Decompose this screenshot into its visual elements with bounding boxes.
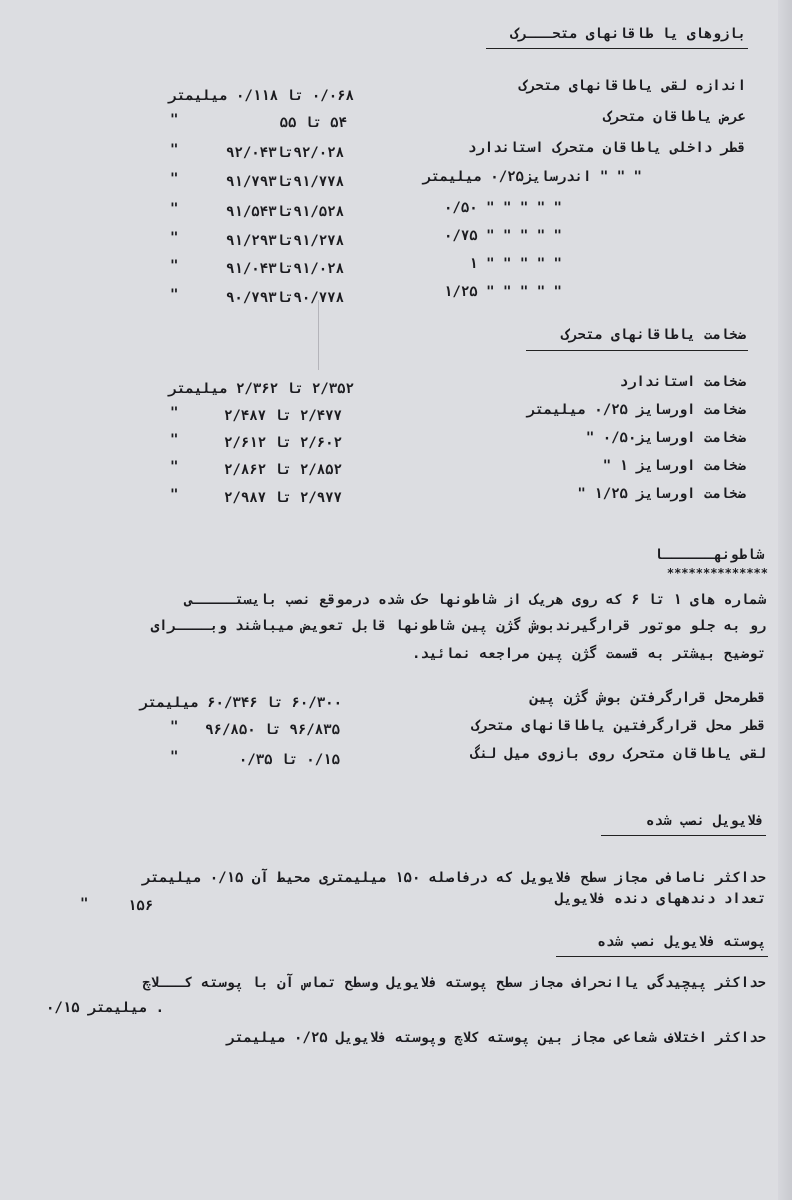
- section-heading-flywheel-housing: پوسته فلایویل نصب شده: [597, 934, 766, 950]
- spec-line: حداکثر ناصافی مجاز سطح فلایویل که درفاصله ۱۵۰ میلیمتری محیط آن ۰/۱۵ میلیمتر: [142, 870, 766, 886]
- row-value: ۹۶/۸۳۵ تا ۹۶/۸۵۰: [205, 722, 340, 738]
- row-label: " " " " " ۰/۷۵: [443, 228, 562, 244]
- ditto-mark: ": [170, 432, 179, 448]
- spec-line: حداکثر پیچیدگی یاانحراف مجاز سطح پوسته فلایویل وسطح تماس آن با پوسته کـــلاچ: [142, 975, 766, 991]
- spec-line: حداکثر اختلاف شعاعی مجاز بین پوسته کلاچ وپوسته فلایویل ۰/۲۵ میلیمتر: [226, 1030, 766, 1046]
- ditto-mark: ": [170, 201, 179, 217]
- row-label: قطر داخلی یاطاقان متحرک استاندارد: [467, 140, 746, 156]
- heading-stars-underline: **************: [666, 566, 768, 580]
- row-value: ۵۴ تا ۵۵: [279, 115, 347, 131]
- paragraph-line: شماره های ۱ تا ۶ که روی هریک از شاطونها حک شده درموقع نصب بایستـــــی: [184, 592, 766, 608]
- row-value: ۹۰/۷۷۸تا۹۰/۷۹۳: [225, 290, 344, 306]
- ditto-mark: ": [170, 719, 179, 735]
- row-label: لقی یاطاقان متحرک روی بازوی میل لنگ: [470, 746, 766, 762]
- row-label: عرض یاطاقان متحرک: [602, 109, 746, 125]
- row-label: " " " اندرسایز۰/۲۵ میلیمتر: [422, 169, 642, 185]
- row-value: ۲/۴۷۷ تا ۲/۴۸۷: [223, 408, 342, 424]
- fold-crease: [318, 300, 319, 370]
- row-label: ضخامت اورسایز ۱ ": [602, 458, 746, 474]
- spec-value: ۱۵۶: [128, 898, 154, 914]
- row-value: ۲/۹۷۷ تا ۲/۹۸۷: [223, 490, 342, 506]
- row-value: ۹۱/۲۷۸تا۹۱/۲۹۳: [225, 233, 344, 249]
- heading-underline: [556, 956, 768, 957]
- row-label: ضخامت اورسایز۰/۵۰ ": [585, 430, 746, 446]
- section-heading-connecting-rods-2: شاطونهــــــا: [654, 547, 764, 563]
- spec-line: تعداد دندههای دنده فلایویل: [555, 891, 766, 907]
- spec-line: ۰/۱۵ میلیمتر .: [46, 1000, 165, 1016]
- row-value: ۲/۶۰۲ تا ۲/۶۱۲: [223, 435, 342, 451]
- row-value: ۹۲/۰۲۸تا۹۲/۰۴۳: [225, 145, 344, 161]
- row-label: اندازه لقی یاطاقانهای متحرک: [518, 78, 746, 94]
- ditto-mark: ": [170, 287, 179, 303]
- ditto-mark: ": [170, 405, 179, 421]
- row-value: ۹۱/۰۲۸تا۹۱/۰۴۳: [225, 261, 344, 277]
- row-label: " " " " " ۰/۵۰: [443, 200, 562, 216]
- ditto-mark: ": [170, 112, 179, 128]
- ditto-mark: ": [170, 258, 179, 274]
- row-label: " " " " " ۱/۲۵: [443, 284, 562, 300]
- ditto-mark: ": [170, 459, 179, 475]
- ditto-mark: ": [170, 142, 179, 158]
- ditto-mark: ": [80, 896, 89, 912]
- row-value: ۲/۸۵۲ تا ۲/۸۶۲: [223, 462, 342, 478]
- row-label: " " " " " ۱: [469, 256, 562, 272]
- ditto-mark: ": [170, 749, 179, 765]
- section-heading-flywheel: فلایویل نصب شده: [645, 813, 764, 829]
- ditto-mark: ": [170, 230, 179, 246]
- ditto-mark: ": [170, 487, 179, 503]
- row-label: ضخامت اورسایز ۱/۲۵ ": [577, 486, 746, 502]
- row-value: ۶۰/۳۰۰ تا ۶۰/۳۴۶ میلیمتر: [139, 695, 342, 711]
- heading-underline: [601, 835, 766, 836]
- row-value: ۰/۰۶۸ تا ۰/۱۱۸ میلیمتر: [168, 88, 354, 104]
- heading-underline: [526, 350, 748, 351]
- row-value: ۹۱/۷۷۸تا۹۱/۷۹۳: [225, 174, 344, 190]
- row-value: ۲/۳۵۲ تا ۲/۳۶۲ میلیمتر: [168, 381, 354, 397]
- ditto-mark: ": [170, 171, 179, 187]
- section-heading-bearing-thickness: ضخامت یاطاقانهای متحرک: [560, 327, 746, 343]
- row-label: ضخامت استاندارد: [619, 374, 746, 390]
- section-heading-connecting-rods: بازوهای یا طاقانهای متحـــرک: [509, 26, 746, 42]
- row-label: قطرمحل قرارگرفتن بوش گژن پین: [529, 690, 766, 706]
- paragraph-line: توضیح بیشتر به قسمت گژن پین مراجعه نمائید.: [411, 646, 766, 662]
- row-label: ضخامت اورسایز ۰/۲۵ میلیمتر: [526, 402, 746, 418]
- row-label: قطر محل قرارگرفتین یاطاقانهای متحرک: [470, 718, 766, 734]
- paragraph-line: رو به جلو موتور قرارگیرندبوش گژن پین شاطونها قابل تعویض میباشند وبــــرای: [150, 618, 766, 634]
- page-edge: [778, 0, 792, 1200]
- heading-underline: [486, 48, 748, 49]
- row-value: ۰/۱۵ تا ۰/۳۵: [238, 752, 340, 768]
- row-value: ۹۱/۵۲۸تا۹۱/۵۴۳: [225, 204, 344, 220]
